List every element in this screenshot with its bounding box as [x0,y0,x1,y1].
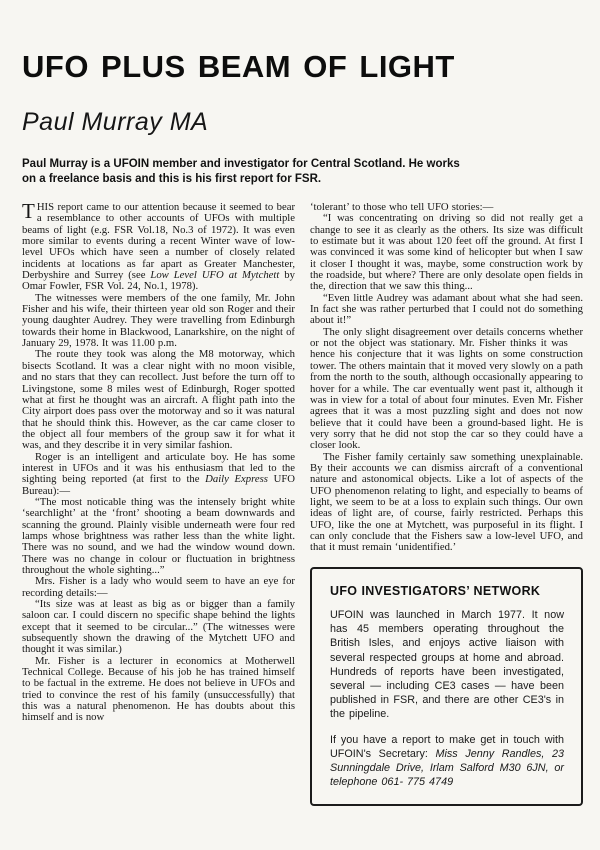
italic-run: Daily Express [205,473,268,486]
author-name: Paul Murray MA [22,108,209,136]
network-box-text [330,608,564,789]
paragraph: Roger is an intelligent and articulate boy. He has some interest in UFOs and it was his enthusiasm that led to the sighting being reported (at first to the Daily Express UFO Bureau):— [22,450,295,497]
left-column [22,199,295,806]
paragraph: THIS report came to our attention because it seemed to bear a resemblance to other accounts of UFOs with multiple beams of light (e.g. FSR Vol.18, No.3 of 1972). It was even more similar to events during a recent Winter wave of low-level UFOs which have seen a number of closely related incidents at locations as far apart as Greater Manchester, Derbyshire and Surrey (see Low Level UFO at Mytchett by Omar Fowler, FSR Vol. 24, No.1, 1978). [22,199,295,293]
drop-cap: T [22,199,35,223]
paragraph: “Even little Audrey was adamant about what she had seen. In fact she was rather perturbed that I could not do something about it!” [310,291,583,327]
intro-paragraph: Paul Murray is a UFOIN member and investigator for Central Scotland. He works on a freelance basis and this is his first report for FSR. [22,158,460,185]
right-column-text [310,202,583,554]
italic-run: Low Level UFO at Mytchett [150,269,280,282]
paragraph: “Its size was at least as big as or bigger than a family saloon car. I could discern no specific shape behind the lights except that it seemed to be circular...” (The witnesses were subsequently shown the drawing of the Mytchett UFO and thought it was similar.) [22,598,295,656]
right-column [310,202,583,806]
paragraph: If you have a report to make get in touch with UFOIN's Secretary: Miss Jenny Randles, 23 Sunningdale Drive, Irlam Salford M30 6JN, or telephone 061- 775 4749 [330,733,564,789]
paragraph: UFOIN was launched in March 1977. It now has 45 members operating throughout the British Isles, and enjoys active liaison with several respected groups at home and abroad. Hundreds of reports have been investigated, several — including CE3 cases — have been published in FSR, and there are other CE3's in the pipeline. [330,609,564,721]
paragraph: Mr. Fisher is a lecturer in economics at Motherwell Technical College. Because of his job he has trained himself to be factual in the extreme. He does not believe in UFOs and tried to convince the rest of his family (unsuccessfully) that this was a natural phenomenon. He has doubts about this himself and is now [22,654,295,724]
paragraph: “The most noticable thing was the intensely bright white ‘searchlight’ at the ‘front’ shooting a beam downwards and scanning the ground. Plainly visible underneath were four red lamps whose brightness was rather less than the white light. There was no sound, and we had the window wound down. There was no change in colour or fluctuation in brightness throughout the whole sighting...” [22,495,295,576]
paragraph: “I was concentrating on driving so did not really get a change to see it as clearly as the others. Its size was difficult to estimate but it was about 120 feet off the ground. At first I was convinced it was some kind of helicopter but when I saw it closer I thought it was, maybe, some construction work by the roadside, but where? There are only desolate open fields in the, direction that we saw this thing... [310,212,583,293]
network-box-heading: UFO INVESTIGATORS’ NETWORK [330,583,541,598]
ufoin-network-box [310,567,583,807]
paragraph: The Fisher family certainly saw something unexplainable. By their accounts we can dismiss aircraft of a conventional nature and astonomical objects. Like a lot of aspects of the UFO phenomenon relating to light, and especially to beams of light, we seem to be at a loss to explain such things. Our own ideas of light are, of course, fairly restricted. Perhaps this UFO, like the one at Mytchett, was purposeful in its flight. I can only conclude that the Fishers saw a low-level UFO, and that it must remain ‘unidentified.’ [310,450,583,554]
article-title: UFO PLUS BEAM OF LIGHT [22,49,455,84]
paragraph: The witnesses were members of the one family, Mr. John Fisher and his wife, their thirteen year old son Roger and their young daughter Audrey. They were travelling from Edinburgh towards their home in Blackwood, Lanarkshire, on the night of January 29, 1978. It was 11.00 p.m. [22,291,295,350]
paragraph: Mrs. Fisher is a lady who would seem to have an eye for recording details:— [22,575,295,599]
paragraph: The route they took was along the M8 motorway, which bisects Scotland. It was a clear night with no moon visible, and no stars that they can recollect. Just before the turn off to Livingstone, some 8 miles west of Edinburgh, Roger spotted what at first he thought was an aircraft. A flight path into the City airport does pass over the motorway and so it was natural that he should think this. However, as the car came closer to the object all four members of the group saw it for what it was, and they describe it in very similar fashion. [22,348,295,452]
paragraph: ‘tolerant’ to those who tell UFO stories:— [310,201,494,213]
italic-run: Miss Jenny Randles, 23 Sunningdale Drive, Irlam Salford M30 6JN, or telephone 061- 775 4749 [330,747,564,789]
article-body [22,199,584,806]
paragraph: The only slight disagreement over details concerns whether or not the object was stationary. Mr. Fisher thinks it was hence his conjecture that it was lights on some construction tower. The others maintain that it moved very slowly on a path from the north to the south, although occasionally appearing to hover for a while. The car eventually went past it, although it was in view for a total of about four minutes. Even Mr. Fisher agrees that it was a most puzzling sight and does not now believe that it could have been a ground-based light. He is very sorry that he did not stop the car so they could have a closer look. [310,325,583,452]
